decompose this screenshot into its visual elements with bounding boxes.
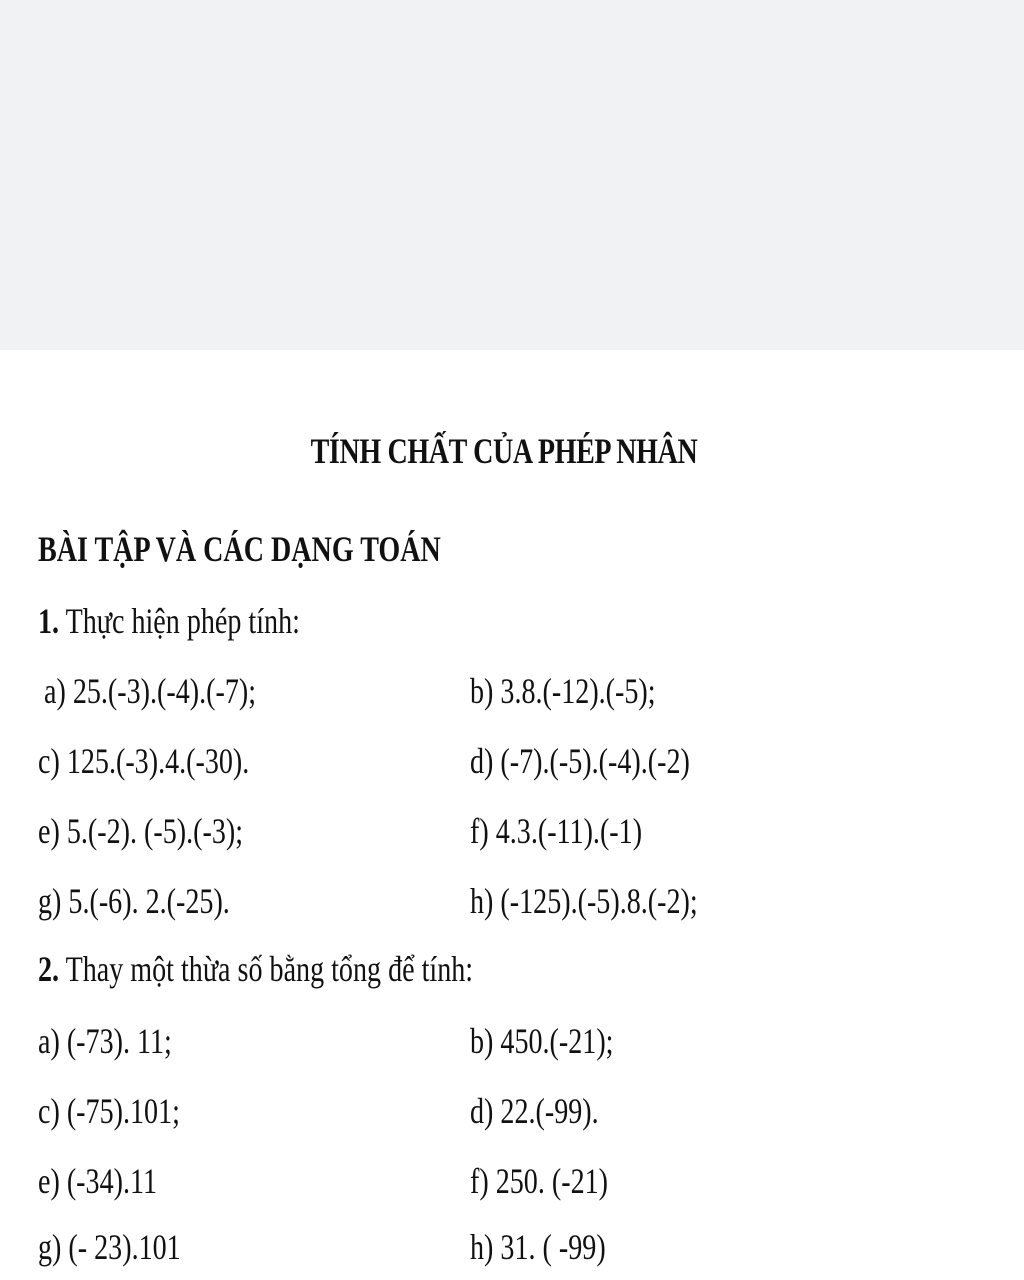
section-heading: BÀI TẬP VÀ CÁC DẠNG TOÁN — [38, 529, 441, 569]
exercise-2-item-a: a) (-73). 11; — [38, 1021, 172, 1061]
exercise-2-item-h: h) 31. ( -99) — [470, 1227, 606, 1267]
exercise-1-item-d: d) (-7).(-5).(-4).(-2) — [470, 741, 690, 781]
document-page — [0, 350, 1024, 1280]
top-blank-area — [0, 0, 1024, 350]
exercise-2-item-b: b) 450.(-21); — [470, 1021, 614, 1061]
exercise-2-item-g: g) (- 23).101 — [38, 1227, 181, 1267]
exercise-2-instruction: Thay một thừa số bằng tổng để tính: — [59, 949, 474, 989]
exercise-2-item-c: c) (-75).101; — [38, 1091, 180, 1131]
exercise-1-instruction: Thực hiện phép tính: — [59, 601, 300, 641]
exercise-1-item-b: b) 3.8.(-12).(-5); — [470, 671, 656, 711]
exercise-1-item-f: f) 4.3.(-11).(-1) — [470, 811, 643, 851]
exercise-2-item-f: f) 250. (-21) — [470, 1161, 609, 1201]
exercise-2-item-e: e) (-34).11 — [38, 1161, 158, 1201]
exercise-2-number: 2. — [38, 949, 60, 989]
exercise-1-number: 1. — [38, 601, 60, 641]
exercise-1-item-h: h) (-125).(-5).8.(-2); — [470, 881, 698, 921]
exercise-2-item-d: d) 22.(-99). — [470, 1091, 599, 1131]
exercise-1-item-e: e) 5.(-2). (-5).(-3); — [38, 811, 244, 851]
exercise-1-item-a: a) 25.(-3).(-4).(-7); — [44, 671, 257, 711]
exercise-1-item-g: g) 5.(-6). 2.(-25). — [38, 881, 230, 921]
document-title: TÍNH CHẤT CỦA PHÉP NHÂN — [310, 431, 698, 471]
exercise-1-heading — [38, 600, 300, 642]
exercise-1-item-c: c) 125.(-3).4.(-30). — [38, 741, 250, 781]
exercise-2-heading — [38, 948, 473, 990]
